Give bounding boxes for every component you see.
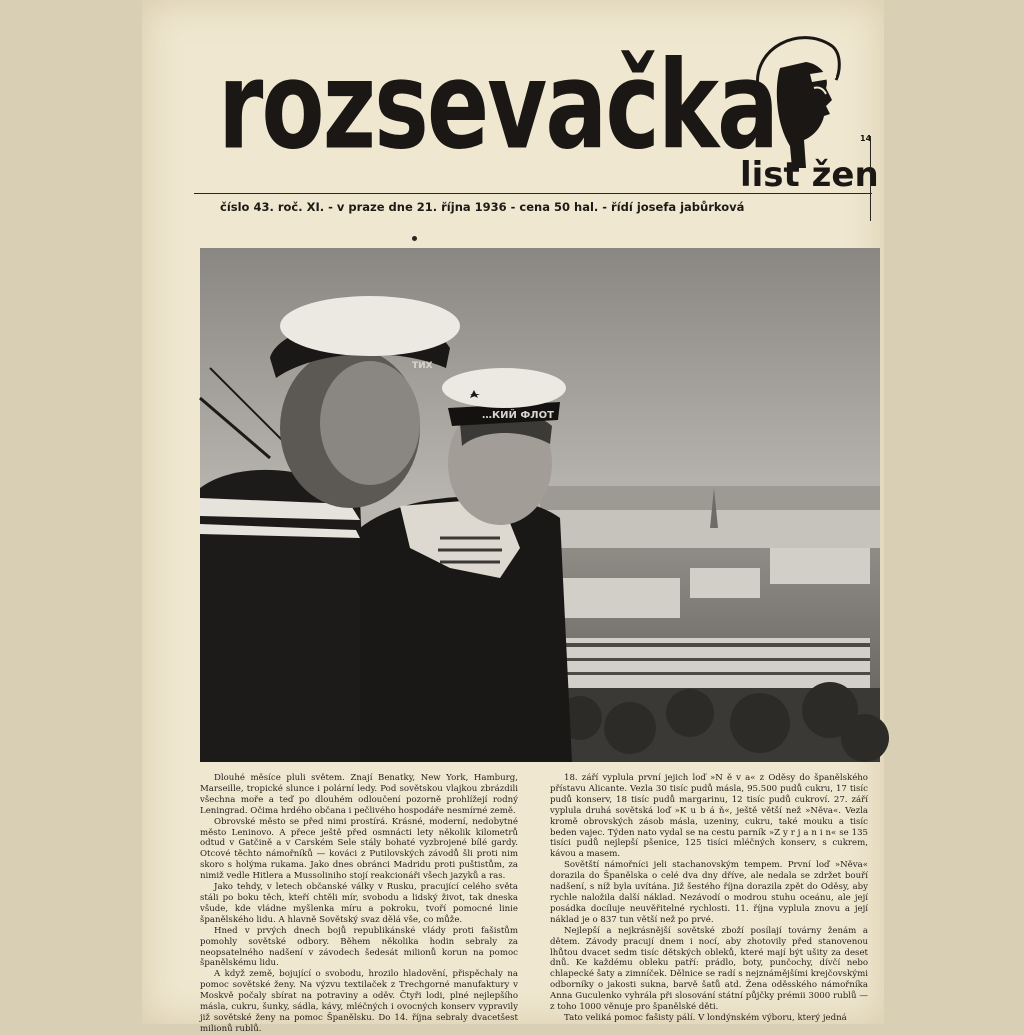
issue-small-number: 14 <box>860 134 872 143</box>
masthead-rule-vertical <box>870 136 871 221</box>
paragraph: Nejlepší a nejkrásnější sovětské zboží posílají továrny ženám a dětem. Závody pracují dnem i nocí, aby zhotovily před stanovenou lhůtou dvacet sedm tisíc dětských obleků, které mají být ušity za deset dnů. Ke každému obleku patří: prádlo, boty, punčochy, dívčí nebo chlapecké šaty a zimníček. Dělnice se radí s nejznámějšími krejčovskými odborníky o jakosti sukna, barvě šatů atd. Žena oděsského námořníka Anna Guculenko vyhrála při slosování státní půjčky prémii 3000 rublů — z toho 1000 věnuje pro španělské děti. <box>550 925 868 1013</box>
paragraph: Dlouhé měsíce pluli světem. Znají Benatky, New York, Hamburg, Marseille, tropické slunce i polární ledy. Pod sovětskou vlajkou zbrázdili všechna moře a teď po dlouhém odloučení pozorně prohlížejí rodný Leningrad. Očima hrdého občana i pečlivého hospodáře nesmírné země. <box>200 773 518 816</box>
paragraph: Sovětští námořníci jeli stachanovským tempem. První loď »Něva« dorazila do Španělska o celé dva dny dříve, ale nedala se zdržet bouří nadšení, s níž byla uvítána. Již šestého října dorazila zpět do Oděsy, aby rychle naložila další náklad. Nezávodí o modrou stuhu oceánu, ale její posádka docíluje neuvěřitelné rychlosti. 11. října vyplula znovu a její náklad je o 837 tun větší než po prvé. <box>550 860 868 925</box>
masthead-rule <box>194 193 872 194</box>
issue-info-line: číslo 43. roč. XI. - v praze dne 21. října 1936 - cena 50 hal. - řídí josefa jabůrková <box>220 200 745 214</box>
article-body <box>200 773 880 1034</box>
paragraph: A když země, bojující o svobodu, hrozilo hladovění, přispěchaly na pomoc sovětské ženy. Na výzvu textilaček z Trechgorné manufaktury v Moskvě počaly sbírat na potraviny a oděv. Čtyři lodi, plné nejlepšího másla, cukru, šunky, sádla, kávy, mléčných i ovocných konserv vypravily již sovětské ženy na pomoc Španělsku. Do 14. října sebraly dvacetšest milionů rublů. <box>200 969 518 1034</box>
woman-head-logo-icon <box>740 28 850 168</box>
paragraph: Jako tehdy, v letech občanské války v Rusku, pracující celého světa stáli po boku těch, kteří chtěli mír, svobodu a lidský život, tak dneska všude, kde vládne myšlenka míru a pokroku, tvoří pomocné linie španělského lidu. A hlavně Sovětský svaz dělá vše, co může. <box>200 882 518 925</box>
newspaper-page <box>142 0 884 1034</box>
cap-band-text-left: ТИХ <box>412 361 433 371</box>
print-dot <box>412 236 417 241</box>
paragraph: Tato veliká pomoc fašisty pálí. V londýnském výboru, který jedná <box>564 1012 847 1023</box>
sailors-photo <box>200 248 880 762</box>
masthead-subtitle: list žen <box>740 155 879 195</box>
article-column-right <box>550 773 868 1024</box>
article-column-left <box>200 773 518 1035</box>
cap-band-text: …КИЙ ФЛОТ <box>482 410 554 421</box>
paragraph: Hned v prvých dnech bojů republikánské vlády proti fašistům pomohly sovětské odbory. Během několika hodin sebraly za neopsatelného nadšení v závodech šedesát milionů korun na pomoc španělskému lidu. <box>200 925 518 969</box>
paragraph: 18. září vyplula první jejich loď »N ě v a« z Oděsy do španělského přístavu Alicante. Vezla 30 tisíc pudů másla, 95.500 pudů cukru, 17 tisíc pudů konserv, 18 tisíc pudů margarinu, 12 tisíc pudů cukroví. 27. září vyplula druhá sovětská loď »K u b á ň«, ještě větší než »Něva«. Vezla kromě obrovských zásob másla, uzeniny, cukru, také mouku a tisíc beden vajec. Týden nato vydal se na cestu parník »Z y r j a n i n« se 135 tisíci pudů nejlepší pšenice, 125 tisíci mléčných konserv, s cukrem, kávou a masem. <box>550 773 868 860</box>
masthead-title: rozsevačka <box>218 35 778 177</box>
paragraph: Obrovské město se před nimi prostírá. Krásné, moderní, nedobytné město Leninovo. A přece ještě před osmnácti lety několik kilometrů odtud v Gatčině a v Carském Sele stály bohaté vyzbrojené bílé gardy. Otcové těchto námořníků — kováci z Putilovských závodů šli proti nim skoro s holýma rukama. Jako dnes obránci Madridu proti puštistům, za nimiž vedle Hitlera a Mussoliniho stojí reakcionáři všech jazyků a ras. <box>200 816 518 882</box>
